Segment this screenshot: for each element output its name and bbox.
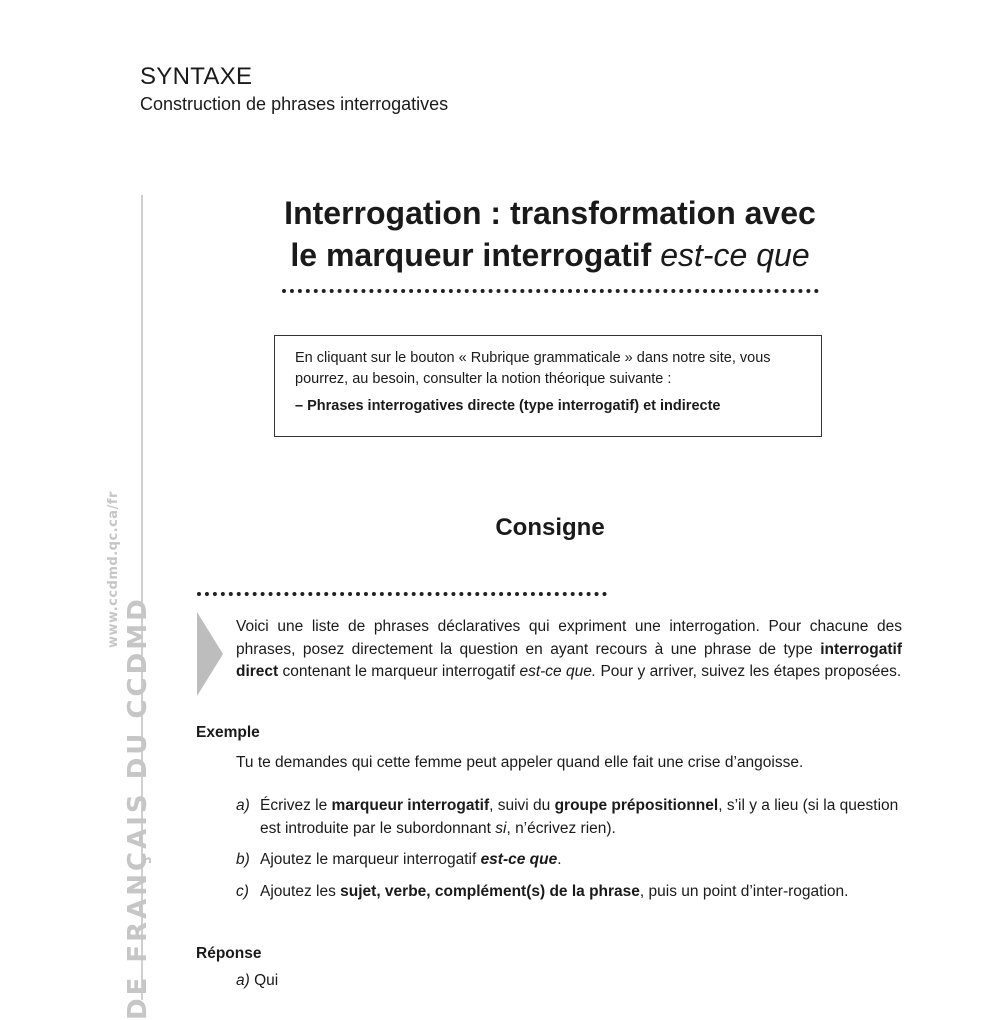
step-text-part: Ajoutez les	[260, 882, 341, 900]
info-box-item: – Phrases interrogatives directe (type interrogatif) et indirecte	[295, 398, 721, 414]
step-text-part: Écrivez le	[260, 797, 332, 814]
title-dotted-divider	[282, 289, 819, 293]
step-bold: marqueur interrogatif	[331, 797, 490, 814]
consigne-text	[236, 616, 902, 684]
step-text-part: Ajoutez le marqueur interrogatif	[260, 851, 481, 868]
step-c	[236, 881, 906, 904]
answer-label: Réponse	[196, 945, 262, 962]
step-bold: sujet, verbe, complément(s) de la phrase	[340, 882, 640, 900]
answer-text: Qui	[254, 972, 279, 989]
info-box-intro: En cliquant sur le bouton « Rubrique grammaticale » dans notre site, vous pourrez, au besoin, consulter la notion théorique suivante :	[295, 350, 771, 387]
step-marker: a)	[236, 797, 250, 814]
answer-line	[236, 970, 278, 993]
title-line-1: Interrogation : transformation avec	[284, 195, 816, 231]
consigne-text-1: Voici une liste de phrases déclaratives qui expriment une interrogation. Pour chacune des phrases, posez directement la question en ayant recours à une phrase de type	[236, 618, 902, 658]
example-label: Exemple	[196, 724, 260, 741]
title-line-2	[230, 234, 870, 276]
step-bold-italic: est-ce que	[480, 851, 558, 868]
sidebar-brand: DE FRANÇAIS DU CCDMD	[123, 596, 153, 1020]
step-text-part: , suivi du	[489, 797, 555, 814]
step-text	[260, 881, 848, 904]
sidebar-vertical-text	[106, 491, 153, 1020]
step-a	[236, 795, 906, 840]
step-text-part: .	[557, 851, 562, 868]
step-bold: groupe prépositionnel	[554, 797, 719, 814]
consigne-text-3: Pour y arriver, suivez les étapes proposées.	[596, 663, 902, 680]
step-italic: si	[495, 819, 507, 837]
section-subtitle: Construction de phrases interrogatives	[140, 94, 449, 114]
step-b	[236, 849, 906, 872]
step-text-part: , s’il y a lieu (si la question est introduite par le subordonnant	[260, 797, 899, 837]
consigne-text-2: contenant le marqueur interrogatif	[278, 663, 520, 680]
consigne-text-bold: interrogatif direct	[236, 640, 902, 680]
step-marker: c)	[236, 882, 249, 900]
page-title	[230, 192, 870, 276]
section-label: SYNTAXE	[140, 63, 253, 90]
sidebar-url: www.ccdmd.qc.ca/fr	[106, 491, 121, 648]
answer-marker: a)	[236, 972, 250, 989]
page-header	[140, 62, 448, 116]
info-box	[274, 335, 822, 437]
consigne-dotted-divider	[197, 592, 607, 596]
step-text	[260, 849, 562, 872]
step-text-part: , n’écrivez rien).	[506, 819, 616, 837]
step-text-part: , puis un point d’inter-rogation.	[639, 882, 849, 900]
arrow-icon	[197, 612, 223, 696]
step-marker: b)	[236, 851, 250, 868]
step-text	[260, 795, 906, 840]
title-line-2-italic: est-ce que	[660, 237, 810, 273]
example-sentence: Tu te demandes qui cette femme peut appeler quand elle fait une crise d’angoisse.	[236, 754, 804, 771]
consigne-heading: Consigne	[495, 514, 605, 541]
example-steps	[236, 795, 906, 912]
consigne-text-italic: est-ce que.	[519, 663, 597, 680]
title-line-2-text: le marqueur interrogatif	[290, 237, 661, 273]
